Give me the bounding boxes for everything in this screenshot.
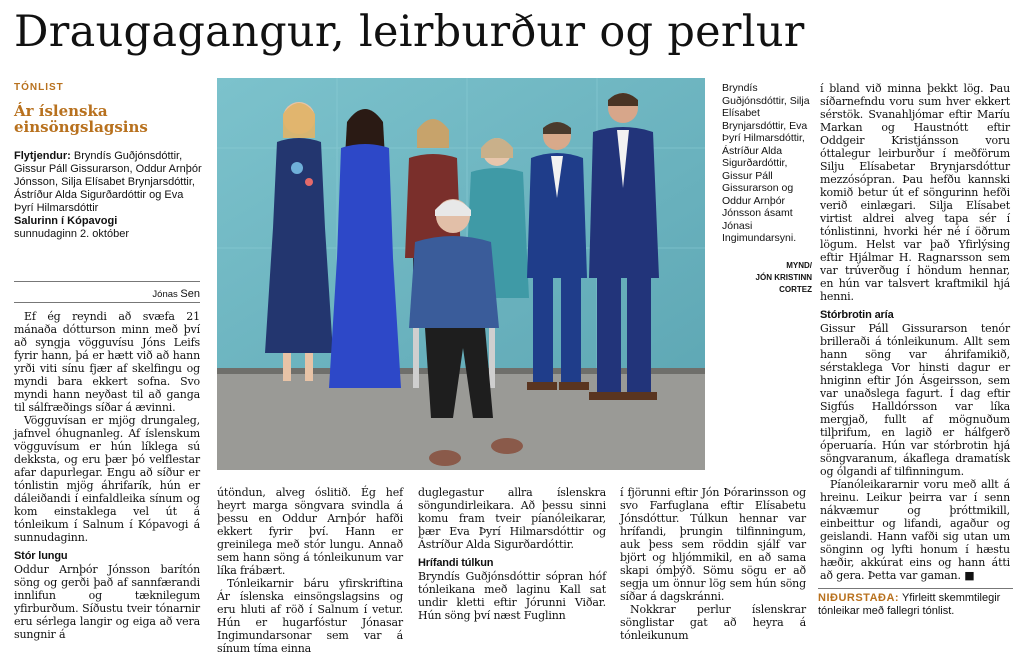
photo-caption: Bryndís Guðjónsdóttir, Silja Elísabet Brynjarsdóttir, Eva Þyrí Hilmarsdóttir, Ástríður Alda Sigurðardóttir, Gissur Páll Gissurarson og Oddur Arnþór Jónsson ásamt Jónasi Ingimundarsyni.: [722, 82, 810, 244]
verdict-label: NIÐURSTAÐA:: [818, 592, 900, 604]
headline: Draugagangur, leirburður og perlur: [14, 7, 805, 57]
venue: Salurinn í Kópavogi: [14, 215, 118, 227]
article-column-1: [14, 310, 200, 640]
paragraph: Tónleikarnir báru yfirskriftina Ár íslenska einsöngslagsins og eru hluti af röð í Salnum í vetur. Hún er hugarfóstur Jónasar Ingimundarsonar sem var á sínum tíma einna: [217, 577, 403, 655]
article-column-2: [217, 486, 403, 655]
photo-credit: [722, 260, 812, 296]
byline-rule-bottom: [14, 302, 200, 303]
subheadline: Ár íslenska einsöngslagsins: [14, 102, 148, 136]
paragraph: [820, 478, 1010, 582]
closing-text: Píanóleikararnir voru með allt á hreinu. Leikur þeirra var í senn nákvæmur og þróttmikill, einbeittur og lifandi, agaður og geislandi. Hann vafði sig utan um sönginn og lyfti honum í hæstu hæðir, akkúrat eins og hann átti að gera. Þetta var gaman.: [820, 478, 1010, 582]
paragraph: í bland við minna þekkt lög. Þau síðarnefndu voru sum hver ekkert sérstök. Svanahljómar eftir Maríu Markan og Haustnótt eftir Oddgeir Kristjánsson voru óttalegur leirburður í meðförum Silju Elísabetar Brynjarsdóttur mezzósópran. Þau hefðu kannski komið betur út ef söngurinn hefði verið einlægari. Silja Elísabet virtist aldrei alveg tapa sér í tónlistinni, hvorki hér né í öðrum lögum. Helst var það Yfirlýsing eftir Hjálmar H. Ragnarsson sem var trúverðug í höndum hennar, en hún var talsvert kraftmikil hjá henni.: [820, 82, 1010, 303]
section-kicker: TÓNLIST: [14, 82, 64, 93]
paragraph: Bryndís Guðjónsdóttir sópran hóf tónleikana með laginu Kall sat undir kletti eftir Jórunni Viðar. Hún söng því næst Fuglinn: [418, 570, 606, 622]
concert-photo: [217, 78, 705, 470]
crosshead: Hrífandi túlkun: [418, 557, 494, 569]
article-column-3: [418, 486, 606, 640]
concert-date: sunnudaginn 2. október: [14, 228, 129, 240]
crosshead: Stór lungu: [14, 550, 68, 562]
credit-name: JÓN KRISTINN CORTEZ: [755, 273, 812, 294]
concert-info: [14, 150, 204, 241]
verdict-text: Yfirleitt skemmtilegir tónleikar með fallegri tónlist.: [818, 592, 1001, 617]
byline-rule: [14, 281, 200, 282]
byline: [14, 288, 200, 300]
paragraph: í fjörunni eftir Jón Þórarinsson og svo Farfuglana eftir Elísabetu Jónsdóttur. Túlkun hennar var hrífandi, þrungin tilfinningum, auk þess sem röddin sjálf var björt og hljómmikil, en að sama skapi ómþýð. Sömu sögu er að segja um önnur lög sem hún söng síðar á dagskránni.: [620, 486, 806, 603]
byline-last: Sen: [180, 288, 200, 300]
paragraph: Ef ég reyndi að svæfa 21 mánaða dótturson minn með því að syngja vögguvísu Jóns Leifs fyrir hann, þá er hætt við að hann yrði viti sínu fjær af skelfingu og myndi bara ekkert sofna. Svo myndi hann neyðast til að ganga til sálfræðings síðar á ævinni.: [14, 310, 200, 414]
paragraph: Oddur Arnþór Jónsson barítón söng og gerði það af sannfærandi innlifun og tæknilegum yfirburðum. Síðustu tveir tónarnir eru sérlega langir og eiga að vera sungnir á: [14, 563, 200, 641]
paragraph: Vögguvísan er mjög drungaleg, jafnvel óhugnanleg. Af íslenskum vögguvísum er hún líklega sú dekksta, og eru þær þó velflestar afar dapurlegar. Engu að síður er tónlistin mjög áhrifarík, hún er dáleiðandi í einfaldleika sínum og kom einstaklega vel út á tónleikum í Salnum í Kópavogi á sunnudaginn.: [14, 414, 200, 544]
paragraph: Gissur Páll Gissurarson tenór brilleraði á tónleikunum. Allt sem hann söng var áhrifamikið, sérstaklega Vor hinsti dagur er hniginn eftir Jón Ásgeirsson, sem var unaðslega fagurt. Í dag eftir Sigfús Halldórsson var líka mergjað, fullt af mögnuðum tilþrifum, en lagið er hálfgerð óperuaría. Hún var stórbrotin hjá söngvaranum, ákaflega dramatísk og ólgandi af tilfinningum.: [820, 322, 1010, 478]
paragraph: útöndun, alveg óslitið. Ég hef heyrt marga söngvara svindla á þessu en Oddur Arnþór hafði ekkert fyrir því. Hann er greinilega með stór lungu. Annað sem hann söng á tónleikunum var líka frábært.: [217, 486, 403, 577]
article-column-4: [620, 486, 806, 640]
verdict-rule: [818, 588, 1013, 589]
paragraph: Nokkrar perlur íslenskrar sönglistar gat að heyra á tónleikunum: [620, 603, 806, 642]
byline-first: Jónas: [152, 289, 178, 300]
end-mark-icon: ■: [964, 569, 975, 582]
performers-label: Flytjendur:: [14, 150, 71, 162]
paragraph: duglegastur allra íslenskra söngundirleikara. Að þessu sinni komu fram tveir píanóleikarar, þær Eva Þyrí Hilmarsdóttir og Ástríður Alda Sigurðardóttir.: [418, 486, 606, 551]
crosshead: Stórbrotin aría: [820, 309, 894, 321]
verdict-box: [818, 592, 1013, 618]
credit-label: MYND/: [786, 261, 812, 270]
article-column-5: [820, 82, 1010, 582]
performers: Bryndís Guðjónsdóttir, Gissur Páll Gissurarson, Oddur Arnþór Jónsson, Silja Elísabet Brynjarsdóttir, Ástríður Alda Sigurðardóttir og Eva Þyrí Hilmarsdóttir: [14, 150, 202, 214]
